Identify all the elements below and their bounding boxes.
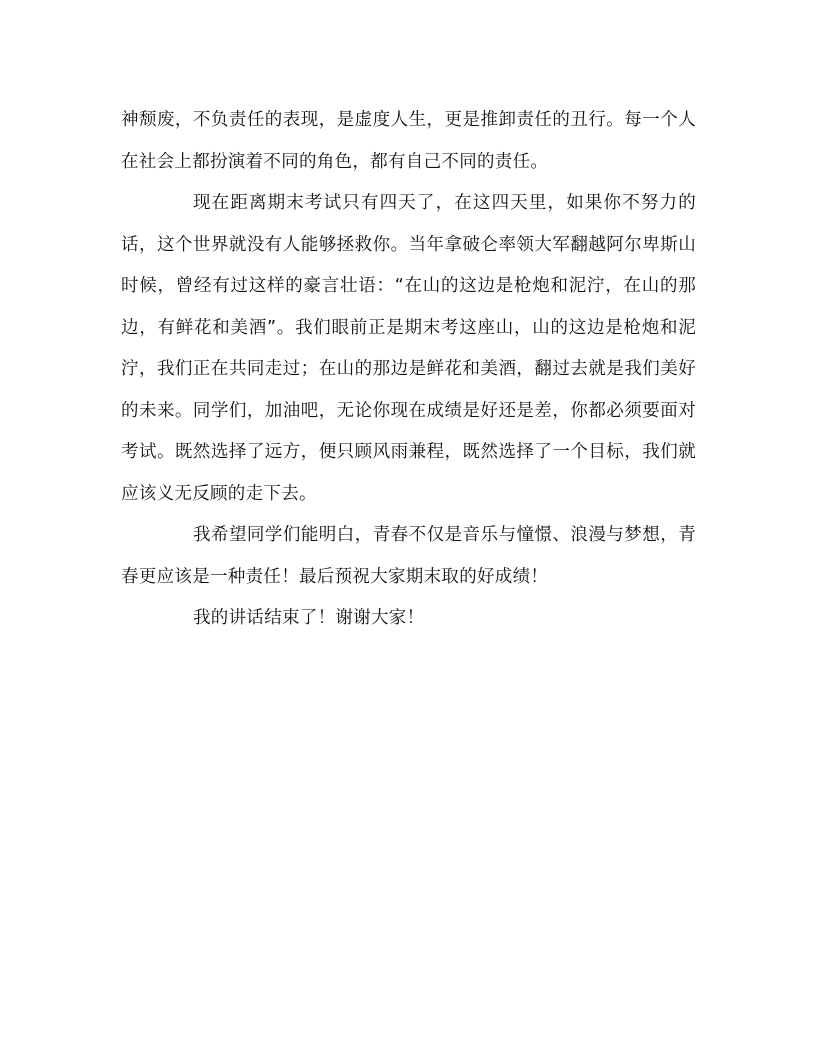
paragraph-exam-mountain: 现在距离期末考试只有四天了，在这四天里，如果你不努力的话，这个世界就没有人能够拯救你。当年拿破仑率领大军翻越阿尔卑斯山时候，曾经有过这样的豪言壮语：“在山的这边是枪炮和泥泞，在山的那边，有鲜花和美酒”。我们眼前正是期末考这座山，山的这边是枪炮和泥泞，我们正在共同走过；在山的那边是鲜花和美酒，翻过去就是我们美好的未来。同学们，加油吧，无论你现在成绩是好还是差，你都必须要面对考试。既然选择了远方，便只顾风雨兼程，既然选择了一个目标，我们就应该义无反顾的走下去。 (121, 193, 696, 504)
paragraph-closing: 我的讲话结束了！谢谢大家！ (193, 608, 425, 628)
paragraph-youth-responsibility: 我希望同学们能明白，青春不仅是音乐与憧憬、浪漫与梦想，青春更应该是一种责任！最后预祝大家期末取的好成绩！ (121, 525, 696, 587)
document-body (121, 100, 696, 640)
paragraph-continuation: 神颓废，不负责任的表现，是虚度人生，更是推卸责任的丑行。每一个人在社会上都扮演着不同的角色，都有自己不同的责任。 (121, 110, 696, 172)
